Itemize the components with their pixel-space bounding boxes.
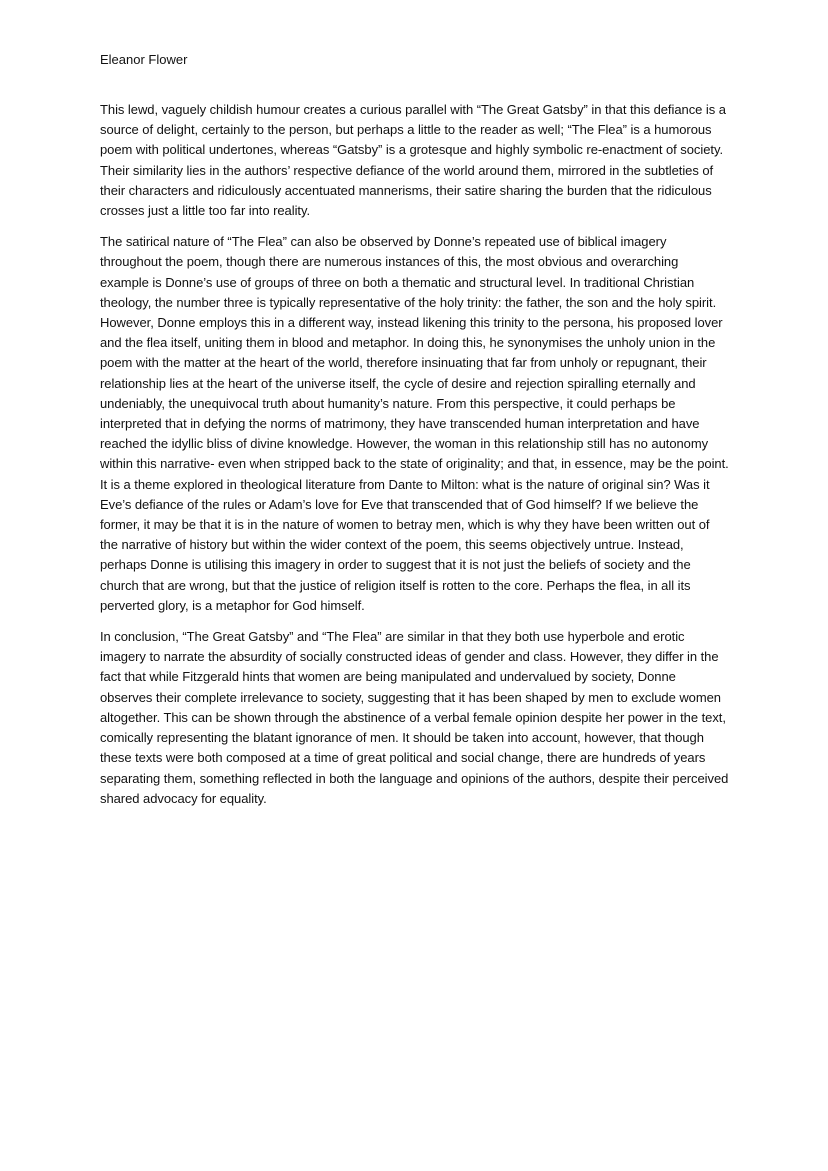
- author-name: Eleanor Flower: [100, 52, 188, 67]
- document-page: [100, 50, 730, 820]
- paragraph-biblical-imagery: The satirical nature of “The Flea” can also be observed by Donne’s repeated use of biblical imagery throughout the poem, though there are numerous instances of this, the most obvious and overarching example is Donne’s use of groups of three on both a thematic and structural level. In traditional Christian theology, the number three is typically representative of the holy trinity: the father, the son and the holy spirit. However, Donne employs this in a different way, instead likening this trinity to the persona, his proposed lover and the flea itself, uniting them in blood and metaphor. In doing this, he synonymises the unholy union in the poem with the matter at the heart of the world, therefore insinuating that far from unholy or repugnant, their relationship lies at the heart of the universe itself, the cycle of desire and rejection spiralling eternally and undeniably, the unequivocal truth about humanity’s nature. From this perspective, it could perhaps be interpreted that in defying the norms of matrimony, they have transcended human interpretation and have reached the idyllic bliss of divine knowledge. However, the woman in this relationship still has no autonomy within this narrative- even when stripped back to the state of originality; and that, in essence, may be the point. It is a theme explored in theological literature from Dante to Milton: what is the nature of original sin? Was it Eve’s defiance of the rules or Adam’s love for Eve that transcended that of God himself? If we believe the former, it may be that it is in the nature of women to betray men, which is why they have been written out of the narrative of history but within the wider context of the poem, this seems objectively untrue. Instead, perhaps Donne is utilising this imagery in order to suggest that it is not just the beliefs of society and the church that are wrong, but that the justice of religion itself is rotten to the core. Perhaps the flea, in all its perverted glory, is a metaphor for God himself.: [100, 234, 729, 613]
- paragraph-conclusion: In conclusion, “The Great Gatsby” and “The Flea” are similar in that they both use hyperbole and erotic imagery to narrate the absurdity of socially constructed ideas of gender and class. However, they differ in the fact that while Fitzgerald hints that women are being manipulated and undervalued by society, Donne observes their complete irrelevance to society, suggesting that it has been shaped by men to exclude women altogether. This can be shown through the abstinence of a verbal female opinion despite her power in the text, comically representing the blatant ignorance of men. It should be taken into account, however, that though these texts were both composed at a time of great political and social change, there are hundreds of years separating them, something reflected in both the language and opinions of the authors, despite their perceived shared advocacy for equality.: [100, 629, 729, 806]
- paragraph-gatsby-parallel: This lewd, vaguely childish humour creates a curious parallel with “The Great Gatsby” in that this defiance is a source of delight, certainly to the person, but perhaps a little to the reader as well; “The Flea” is a humorous poem with political undertones, whereas “Gatsby” is a grotesque and highly symbolic re-enactment of society. Their similarity lies in the authors’ respective defiance of the world around them, mirrored in the subtleties of their characters and ridiculously accentuated mannerisms, their satire sharing the burden that the ridiculous crosses just a little too far into reality.: [100, 102, 726, 219]
